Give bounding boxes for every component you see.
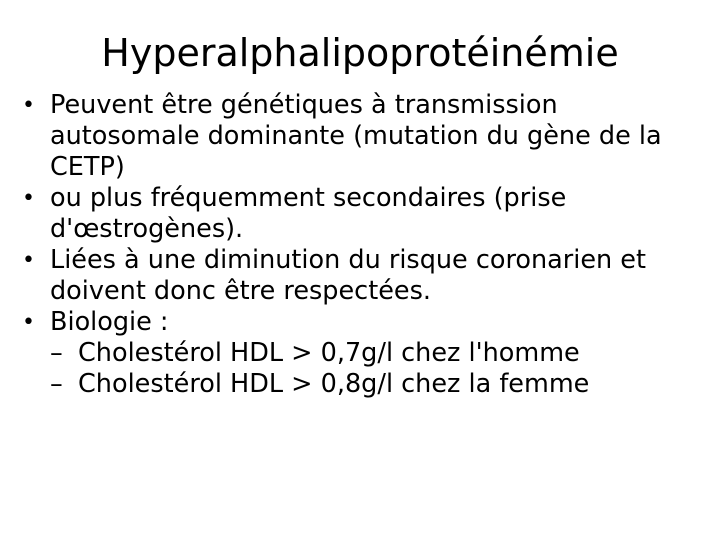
bullet-text: Peuvent être génétiques à transmission autosomale dominante (mutation du gène de la CETP) xyxy=(50,90,662,182)
bullet-text: Biologie : xyxy=(50,307,169,337)
bullet-item-biology xyxy=(22,307,714,338)
bullet-text: ou plus fréquemment secondaires (prise d'œstrogènes). xyxy=(50,183,567,244)
bullet-item-coronary-risk xyxy=(22,245,714,307)
bullet-item-genetic xyxy=(22,90,714,183)
dash-icon: – xyxy=(50,338,63,368)
bullet-icon: • xyxy=(22,310,35,335)
bullet-icon: • xyxy=(22,248,35,273)
slide-title: Hyperalphalipoprotéinémie xyxy=(101,31,619,75)
bullet-item-secondary xyxy=(22,183,714,245)
sub-bullet-text: Cholestérol HDL > 0,8g/l chez la femme xyxy=(78,369,590,399)
sub-bullet-text: Cholestérol HDL > 0,7g/l chez l'homme xyxy=(78,338,580,368)
dash-icon: – xyxy=(50,369,63,399)
sub-bullet-women xyxy=(22,369,714,400)
bullet-text: Liées à une diminution du risque coronarien et doivent donc être respectées. xyxy=(50,245,646,306)
slide-body xyxy=(22,90,714,400)
bullet-icon: • xyxy=(22,93,35,118)
sub-bullet-men xyxy=(22,338,714,369)
bullet-icon: • xyxy=(22,186,35,211)
